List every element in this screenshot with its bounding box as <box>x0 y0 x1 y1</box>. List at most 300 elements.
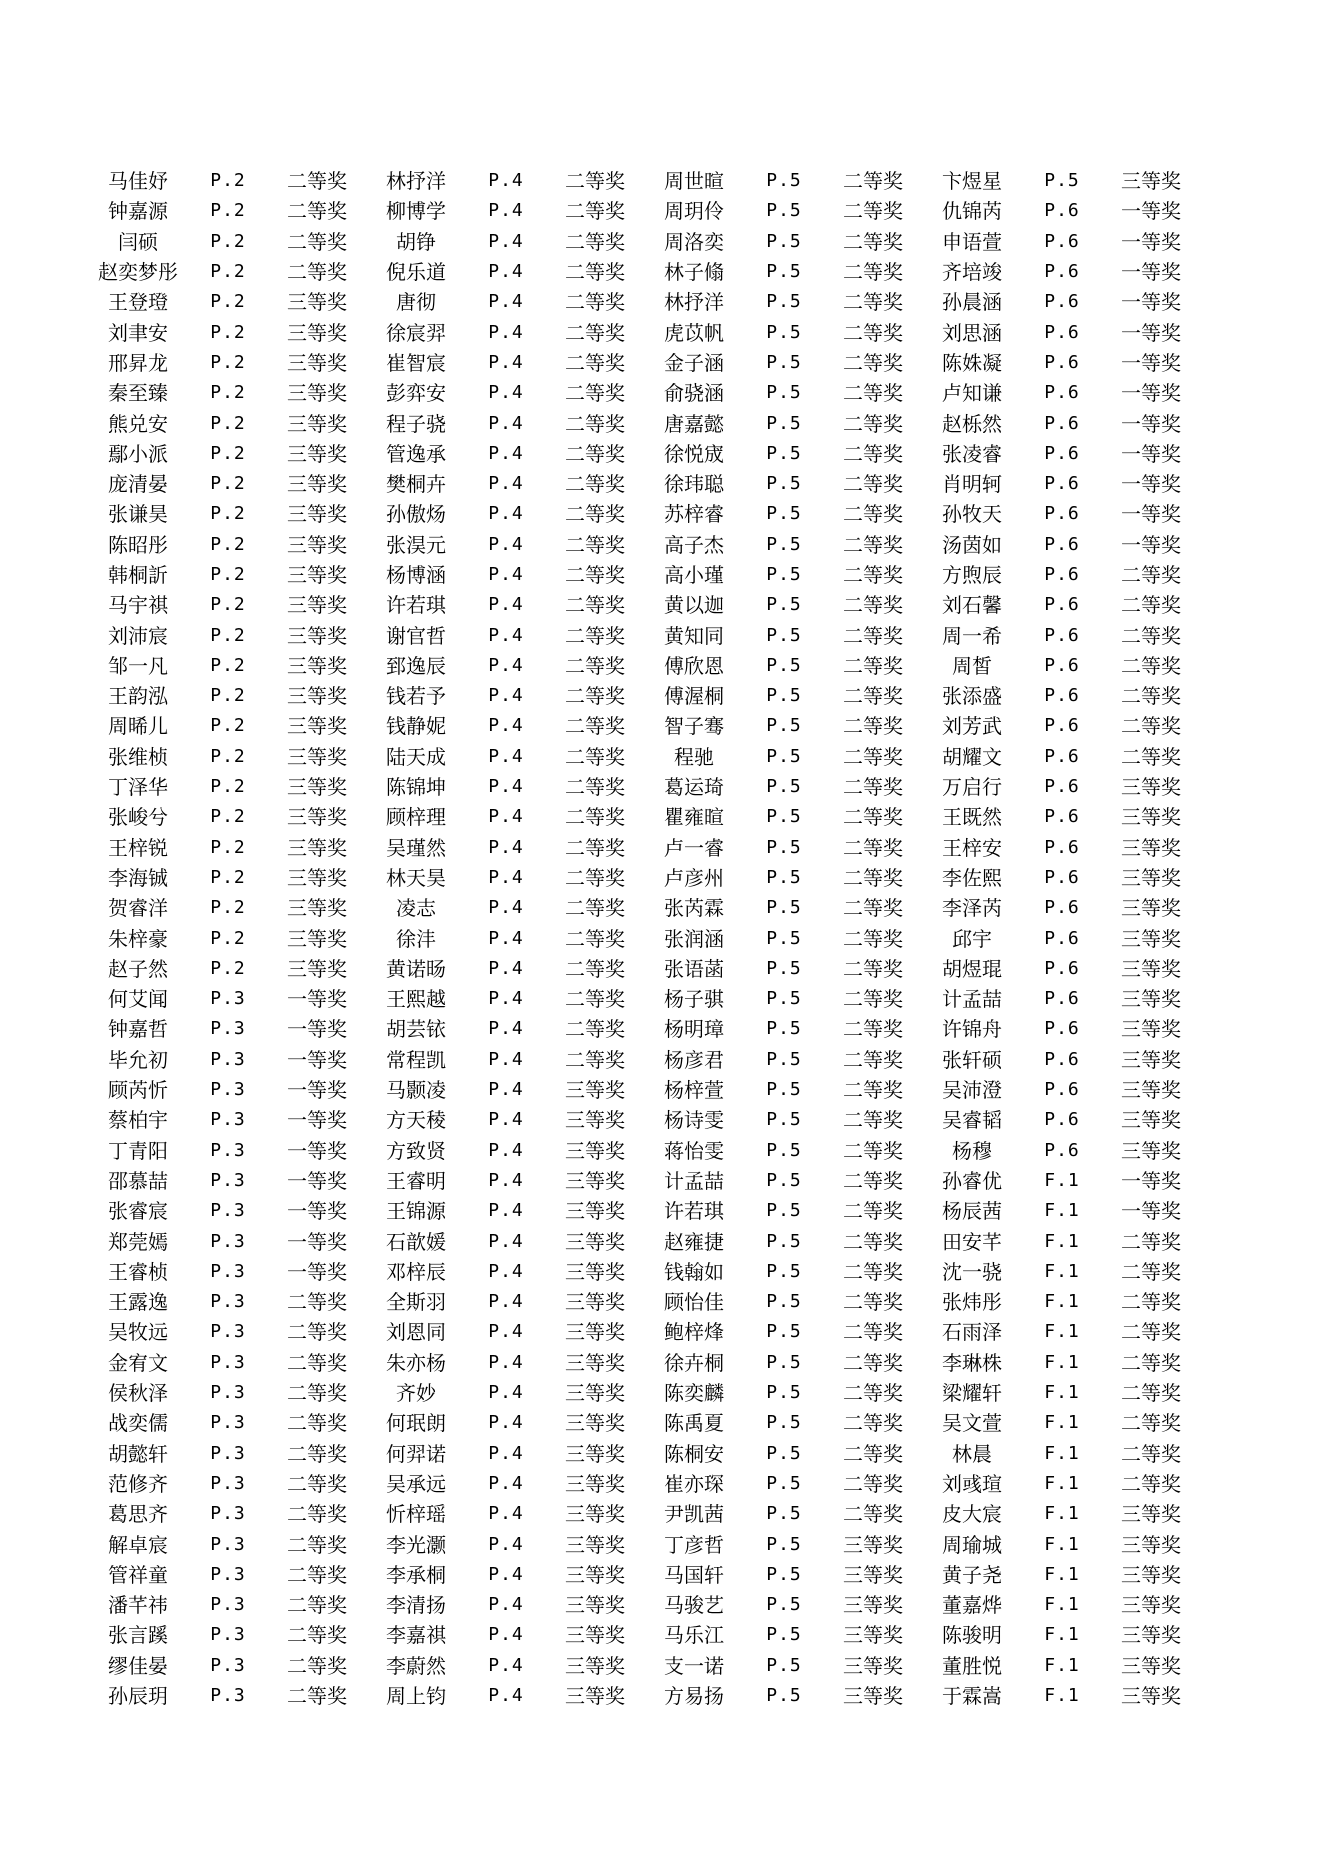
student-name-cell: 黄以迦 <box>664 593 724 618</box>
award-cell: 一等奖 <box>1121 229 1181 254</box>
grade-cell: P.5 <box>766 1412 802 1434</box>
student-name-cell: 尹凯茜 <box>664 1502 724 1527</box>
student-name-cell: 蔡柏宇 <box>108 1108 168 1133</box>
grade-cell: P.2 <box>210 624 246 646</box>
award-cell: 二等奖 <box>1121 1320 1181 1345</box>
grade-cell: P.5 <box>766 321 802 343</box>
award-cell: 二等奖 <box>843 623 903 648</box>
student-name-cell: 计孟喆 <box>942 987 1002 1012</box>
student-name-cell: 郑莞嫣 <box>108 1229 168 1254</box>
student-name-cell: 庞清晏 <box>108 472 168 497</box>
grade-cell: P.5 <box>766 957 802 979</box>
student-name-cell: 王梓安 <box>942 835 1002 860</box>
student-name-cell: 周世暄 <box>664 169 724 194</box>
student-name-cell: 皮大宸 <box>942 1502 1002 1527</box>
award-cell: 二等奖 <box>843 502 903 527</box>
award-cell: 二等奖 <box>843 1259 903 1284</box>
award-cell: 二等奖 <box>1121 1259 1181 1284</box>
grade-cell: P.5 <box>766 351 802 373</box>
student-name-cell: 高子杰 <box>664 532 724 557</box>
student-name-cell: 丁青阳 <box>108 1138 168 1163</box>
student-name-cell: 刘彧瑄 <box>942 1471 1002 1496</box>
award-cell: 二等奖 <box>843 381 903 406</box>
award-cell: 一等奖 <box>287 1108 347 1133</box>
grade-cell: P.3 <box>210 1351 246 1373</box>
student-name-cell: 徐玮聪 <box>664 472 724 497</box>
award-cell: 一等奖 <box>287 1047 347 1072</box>
student-name-cell: 王睿桢 <box>108 1259 168 1284</box>
table-row <box>88 1348 1200 1378</box>
student-name-cell: 张炜彤 <box>942 1290 1002 1315</box>
student-name-cell: 王熙越 <box>386 987 446 1012</box>
student-name-cell: 常程凯 <box>386 1047 446 1072</box>
student-name-cell: 范修齐 <box>108 1471 168 1496</box>
student-name-cell: 葛运琦 <box>664 775 724 800</box>
table-row <box>88 1378 1200 1408</box>
grade-cell: P.5 <box>766 1048 802 1070</box>
student-name-cell: 支一诺 <box>664 1653 724 1678</box>
award-cell: 二等奖 <box>843 1229 903 1254</box>
table-row <box>88 1257 1200 1287</box>
grade-cell: P.6 <box>1044 382 1080 404</box>
award-cell: 二等奖 <box>565 835 625 860</box>
grade-cell: P.5 <box>766 715 802 737</box>
student-name-cell: 李泽芮 <box>942 896 1002 921</box>
student-name-cell: 刘芳武 <box>942 714 1002 739</box>
student-name-cell: 马骏艺 <box>664 1593 724 1618</box>
grade-cell: P.2 <box>210 957 246 979</box>
student-name-cell: 许锦舟 <box>942 1017 1002 1042</box>
student-name-cell: 黄诺旸 <box>386 956 446 981</box>
award-cell: 二等奖 <box>1121 714 1181 739</box>
grade-cell: P.3 <box>210 1018 246 1040</box>
award-cell: 二等奖 <box>843 744 903 769</box>
table-row <box>88 711 1200 741</box>
grade-cell: F.1 <box>1044 1594 1080 1616</box>
student-name-cell: 肖明轲 <box>942 472 1002 497</box>
award-cell: 二等奖 <box>287 1320 347 1345</box>
student-name-cell: 俞骁涵 <box>664 381 724 406</box>
award-cell: 三等奖 <box>1121 1683 1181 1708</box>
grade-cell: P.6 <box>1044 685 1080 707</box>
student-name-cell: 张言蹊 <box>108 1623 168 1648</box>
student-name-cell: 万启行 <box>942 775 1002 800</box>
grade-cell: P.4 <box>488 382 524 404</box>
award-cell: 一等奖 <box>287 1199 347 1224</box>
grade-cell: P.5 <box>766 806 802 828</box>
award-cell: 二等奖 <box>843 987 903 1012</box>
student-name-cell: 王锦源 <box>386 1199 446 1224</box>
table-row <box>88 317 1200 347</box>
award-cell: 二等奖 <box>843 1502 903 1527</box>
student-name-cell: 周上钧 <box>386 1683 446 1708</box>
student-name-cell: 陈禹夏 <box>664 1411 724 1436</box>
student-name-cell: 马国轩 <box>664 1562 724 1587</box>
table-row <box>88 590 1200 620</box>
student-name-cell: 陈骏明 <box>942 1623 1002 1648</box>
student-name-cell: 秦至臻 <box>108 381 168 406</box>
grade-cell: P.4 <box>488 1442 524 1464</box>
student-name-cell: 方易扬 <box>664 1683 724 1708</box>
grade-cell: P.6 <box>1044 1018 1080 1040</box>
grade-cell: P.3 <box>210 1684 246 1706</box>
award-cell: 三等奖 <box>287 714 347 739</box>
grade-cell: P.5 <box>766 1563 802 1585</box>
award-cell: 一等奖 <box>1121 472 1181 497</box>
student-name-cell: 杨子骐 <box>664 987 724 1012</box>
table-row <box>88 863 1200 893</box>
award-cell: 三等奖 <box>1121 1593 1181 1618</box>
table-row <box>88 681 1200 711</box>
student-name-cell: 胡煜琨 <box>942 956 1002 981</box>
student-name-cell: 赵栎然 <box>942 411 1002 436</box>
student-name-cell: 卞煜星 <box>942 169 1002 194</box>
table-row <box>88 469 1200 499</box>
table-row <box>88 1105 1200 1135</box>
student-name-cell: 樊桐卉 <box>386 472 446 497</box>
table-row <box>88 954 1200 984</box>
grade-cell: P.5 <box>766 1503 802 1525</box>
grade-cell: P.4 <box>488 654 524 676</box>
grade-cell: P.5 <box>766 1169 802 1191</box>
student-name-cell: 贺睿洋 <box>108 896 168 921</box>
table-row <box>88 439 1200 469</box>
grade-cell: P.4 <box>488 1109 524 1131</box>
award-cell: 三等奖 <box>1121 1623 1181 1648</box>
award-cell: 二等奖 <box>565 805 625 830</box>
student-name-cell: 顾芮忻 <box>108 1078 168 1103</box>
award-cell: 二等奖 <box>565 563 625 587</box>
award-cell: 二等奖 <box>843 1471 903 1496</box>
student-name-cell: 刘沛宸 <box>108 623 168 648</box>
grade-cell: P.6 <box>1044 1109 1080 1131</box>
award-cell: 一等奖 <box>1121 199 1181 224</box>
award-cell: 一等奖 <box>1121 320 1181 345</box>
award-cell: 三等奖 <box>287 350 347 375</box>
table-row <box>88 1136 1200 1166</box>
student-name-cell: 何艾闻 <box>108 987 168 1012</box>
award-cell: 二等奖 <box>843 563 903 587</box>
award-cell: 二等奖 <box>843 199 903 224</box>
grade-cell: P.5 <box>766 1684 802 1706</box>
student-name-cell: 孙牧天 <box>942 502 1002 527</box>
award-cell: 三等奖 <box>565 1259 625 1284</box>
award-cell: 三等奖 <box>1121 987 1181 1012</box>
student-name-cell: 杨博涵 <box>386 563 446 587</box>
award-cell: 二等奖 <box>843 805 903 830</box>
grade-cell: P.4 <box>488 1291 524 1313</box>
table-row <box>88 1499 1200 1529</box>
grade-cell: P.3 <box>210 1624 246 1646</box>
grade-cell: P.6 <box>1044 957 1080 979</box>
award-cell: 二等奖 <box>1121 1441 1181 1466</box>
grade-cell: P.3 <box>210 1048 246 1070</box>
student-name-cell: 韩桐訢 <box>108 563 168 587</box>
grade-cell: P.6 <box>1044 473 1080 495</box>
grade-cell: F.1 <box>1044 1503 1080 1525</box>
award-cell: 二等奖 <box>287 260 347 285</box>
grade-cell: P.6 <box>1044 988 1080 1010</box>
student-name-cell: 倪乐道 <box>386 260 446 285</box>
student-name-cell: 钟嘉源 <box>108 199 168 224</box>
grade-cell: P.2 <box>210 836 246 858</box>
table-row <box>88 923 1200 953</box>
award-cell: 二等奖 <box>287 1562 347 1587</box>
student-name-cell: 陈桐安 <box>664 1441 724 1466</box>
grade-cell: F.1 <box>1044 1624 1080 1646</box>
award-cell: 一等奖 <box>1121 441 1181 466</box>
award-cell: 二等奖 <box>843 956 903 981</box>
award-cell: 二等奖 <box>843 350 903 375</box>
student-name-cell: 林天昊 <box>386 865 446 890</box>
award-cell: 三等奖 <box>1121 865 1181 890</box>
student-name-cell: 李蔚然 <box>386 1653 446 1678</box>
student-name-cell: 周皙 <box>952 653 992 678</box>
grade-cell: P.5 <box>766 533 802 555</box>
table-row <box>88 196 1200 226</box>
award-cell: 三等奖 <box>1121 1502 1181 1527</box>
grade-cell: P.5 <box>766 564 802 585</box>
student-name-cell: 张凌睿 <box>942 441 1002 466</box>
grade-cell: P.4 <box>488 170 524 192</box>
grade-cell: P.5 <box>766 1260 802 1282</box>
grade-cell: P.3 <box>210 1169 246 1191</box>
table-row <box>88 1287 1200 1317</box>
award-cell: 三等奖 <box>287 290 347 315</box>
student-name-cell: 胡耀文 <box>942 744 1002 769</box>
award-cell: 二等奖 <box>565 290 625 315</box>
award-cell: 三等奖 <box>1121 956 1181 981</box>
grade-cell: F.1 <box>1044 1412 1080 1434</box>
grade-cell: P.6 <box>1044 1079 1080 1101</box>
award-cell: 二等奖 <box>287 1623 347 1648</box>
grade-cell: P.5 <box>766 1321 802 1343</box>
award-cell: 二等奖 <box>565 169 625 194</box>
student-name-cell: 王既然 <box>942 805 1002 830</box>
award-cell: 二等奖 <box>565 260 625 285</box>
award-cell: 二等奖 <box>287 169 347 194</box>
student-name-cell: 黄子尧 <box>942 1562 1002 1587</box>
award-cell: 二等奖 <box>287 1290 347 1315</box>
grade-cell: P.4 <box>488 836 524 858</box>
grade-cell: P.3 <box>210 1472 246 1494</box>
grade-cell: F.1 <box>1044 1533 1080 1555</box>
grade-cell: P.3 <box>210 1654 246 1676</box>
grade-cell: F.1 <box>1044 1230 1080 1252</box>
grade-cell: P.5 <box>766 291 802 313</box>
student-name-cell: 何珉朗 <box>386 1411 446 1436</box>
award-cell: 一等奖 <box>1121 350 1181 375</box>
award-cell: 二等奖 <box>843 593 903 618</box>
award-cell: 三等奖 <box>287 896 347 921</box>
award-cell: 三等奖 <box>287 775 347 800</box>
student-name-cell: 钟嘉哲 <box>108 1017 168 1042</box>
grade-cell: P.5 <box>766 1533 802 1555</box>
grade-cell: P.3 <box>210 1230 246 1252</box>
table-row <box>88 1529 1200 1559</box>
grade-cell: P.5 <box>766 1382 802 1404</box>
award-cell: 二等奖 <box>565 502 625 527</box>
grade-cell: P.5 <box>766 1654 802 1676</box>
award-cell: 二等奖 <box>843 1108 903 1133</box>
grade-cell: P.4 <box>488 1079 524 1101</box>
grade-cell: P.2 <box>210 412 246 434</box>
grade-cell: P.2 <box>210 200 246 222</box>
grade-cell: P.6 <box>1044 745 1080 767</box>
student-name-cell: 何羿诺 <box>386 1441 446 1466</box>
grade-cell: P.5 <box>766 685 802 707</box>
award-cell: 三等奖 <box>843 1593 903 1618</box>
award-cell: 三等奖 <box>565 1562 625 1587</box>
award-cell: 二等奖 <box>1121 563 1181 587</box>
student-name-cell: 张峻兮 <box>108 805 168 830</box>
student-name-cell: 杨辰茜 <box>942 1199 1002 1224</box>
student-name-cell: 张维桢 <box>108 744 168 769</box>
grade-cell: P.6 <box>1044 321 1080 343</box>
grade-cell: P.2 <box>210 745 246 767</box>
student-name-cell: 傅欣恩 <box>664 653 724 678</box>
award-cell: 三等奖 <box>565 1229 625 1254</box>
student-name-cell: 崔亦琛 <box>664 1471 724 1496</box>
award-cell: 三等奖 <box>287 865 347 890</box>
award-cell: 二等奖 <box>843 320 903 345</box>
award-cell: 一等奖 <box>287 1229 347 1254</box>
award-cell: 三等奖 <box>287 411 347 436</box>
grade-cell: P.4 <box>488 533 524 555</box>
grade-cell: P.4 <box>488 1594 524 1616</box>
grade-cell: P.2 <box>210 654 246 676</box>
award-cell: 三等奖 <box>843 1562 903 1587</box>
student-name-cell: 王韵泓 <box>108 684 168 709</box>
grade-cell: P.4 <box>488 1169 524 1191</box>
table-row <box>88 1045 1200 1075</box>
grade-cell: P.5 <box>766 170 802 192</box>
award-cell: 三等奖 <box>565 1381 625 1406</box>
award-cell: 二等奖 <box>843 653 903 678</box>
award-cell: 二等奖 <box>1121 593 1181 618</box>
award-cell: 二等奖 <box>565 320 625 345</box>
grade-cell: P.5 <box>766 1351 802 1373</box>
grade-cell: P.5 <box>766 230 802 252</box>
grade-cell: P.6 <box>1044 1139 1080 1161</box>
grade-cell: P.3 <box>210 1442 246 1464</box>
table-row <box>88 560 1200 590</box>
student-name-cell: 马宇祺 <box>108 593 168 618</box>
grade-cell: P.2 <box>210 927 246 949</box>
student-name-cell: 李海铖 <box>108 865 168 890</box>
table-row <box>88 651 1200 681</box>
award-cell: 二等奖 <box>287 1350 347 1375</box>
student-name-cell: 卢一睿 <box>664 835 724 860</box>
award-cell: 二等奖 <box>1121 684 1181 709</box>
student-name-cell: 吴牧远 <box>108 1320 168 1345</box>
student-name-cell: 张语菡 <box>664 956 724 981</box>
grade-cell: P.2 <box>210 564 246 585</box>
award-cell: 二等奖 <box>843 532 903 557</box>
award-cell: 二等奖 <box>843 1320 903 1345</box>
grade-cell: P.5 <box>766 442 802 464</box>
grade-cell: P.5 <box>766 1624 802 1646</box>
table-row <box>88 1196 1200 1226</box>
grade-cell: P.5 <box>766 503 802 525</box>
student-name-cell: 许若琪 <box>386 593 446 618</box>
grade-cell: P.5 <box>766 745 802 767</box>
grade-cell: P.5 <box>766 1291 802 1313</box>
grade-cell: P.4 <box>488 594 524 616</box>
award-cell: 二等奖 <box>565 956 625 981</box>
student-name-cell: 程驰 <box>674 744 714 769</box>
grade-cell: P.4 <box>488 806 524 828</box>
award-cell: 二等奖 <box>1121 1411 1181 1436</box>
table-row <box>88 348 1200 378</box>
student-name-cell: 朱梓豪 <box>108 926 168 951</box>
student-name-cell: 赵奕梦彤 <box>98 260 178 285</box>
student-name-cell: 徐悦宬 <box>664 441 724 466</box>
award-cell: 二等奖 <box>1121 1290 1181 1315</box>
student-name-cell: 潘芊祎 <box>108 1593 168 1618</box>
table-row <box>88 499 1200 529</box>
award-cell: 三等奖 <box>565 1350 625 1375</box>
grade-cell: P.4 <box>488 715 524 737</box>
student-name-cell: 李琳株 <box>942 1350 1002 1375</box>
student-name-cell: 齐妙 <box>396 1381 436 1406</box>
grade-cell: F.1 <box>1044 1654 1080 1676</box>
award-cell: 二等奖 <box>843 835 903 860</box>
award-cell: 二等奖 <box>565 472 625 497</box>
award-cell: 三等奖 <box>1121 1017 1181 1042</box>
student-name-cell: 林抒洋 <box>386 169 446 194</box>
student-name-cell: 杨诗雯 <box>664 1108 724 1133</box>
award-cell: 二等奖 <box>565 653 625 678</box>
student-name-cell: 邱宇 <box>952 926 992 951</box>
student-name-cell: 方天稜 <box>386 1108 446 1133</box>
grade-cell: P.2 <box>210 897 246 919</box>
student-name-cell: 杨明璋 <box>664 1017 724 1042</box>
grade-cell: P.3 <box>210 1139 246 1161</box>
award-cell: 三等奖 <box>565 1532 625 1557</box>
grade-cell: P.3 <box>210 988 246 1010</box>
grade-cell: P.5 <box>766 412 802 434</box>
award-cell: 二等奖 <box>843 1381 903 1406</box>
student-name-cell: 张添盛 <box>942 684 1002 709</box>
award-cell: 三等奖 <box>565 1593 625 1618</box>
grade-cell: P.6 <box>1044 776 1080 798</box>
award-cell: 三等奖 <box>287 623 347 648</box>
grade-cell: P.4 <box>488 1684 524 1706</box>
award-cell: 三等奖 <box>287 320 347 345</box>
grade-cell: P.2 <box>210 685 246 707</box>
grade-cell: P.6 <box>1044 230 1080 252</box>
award-cell: 三等奖 <box>843 1532 903 1557</box>
award-cell: 三等奖 <box>1121 169 1181 194</box>
table-row <box>88 772 1200 802</box>
award-cell: 三等奖 <box>287 472 347 497</box>
grade-cell: P.4 <box>488 1472 524 1494</box>
award-cell: 三等奖 <box>565 1320 625 1345</box>
grade-cell: P.3 <box>210 1563 246 1585</box>
grade-cell: P.6 <box>1044 291 1080 313</box>
award-cell: 二等奖 <box>1121 1471 1181 1496</box>
award-cell: 二等奖 <box>287 1532 347 1557</box>
student-name-cell: 熊兑安 <box>108 411 168 436</box>
student-name-cell: 李嘉祺 <box>386 1623 446 1648</box>
award-cell: 三等奖 <box>1121 1108 1181 1133</box>
award-cell: 三等奖 <box>565 1683 625 1708</box>
student-name-cell: 徐沣 <box>396 926 436 951</box>
grade-cell: F.1 <box>1044 1321 1080 1343</box>
grade-cell: P.2 <box>210 321 246 343</box>
grade-cell: P.5 <box>766 654 802 676</box>
